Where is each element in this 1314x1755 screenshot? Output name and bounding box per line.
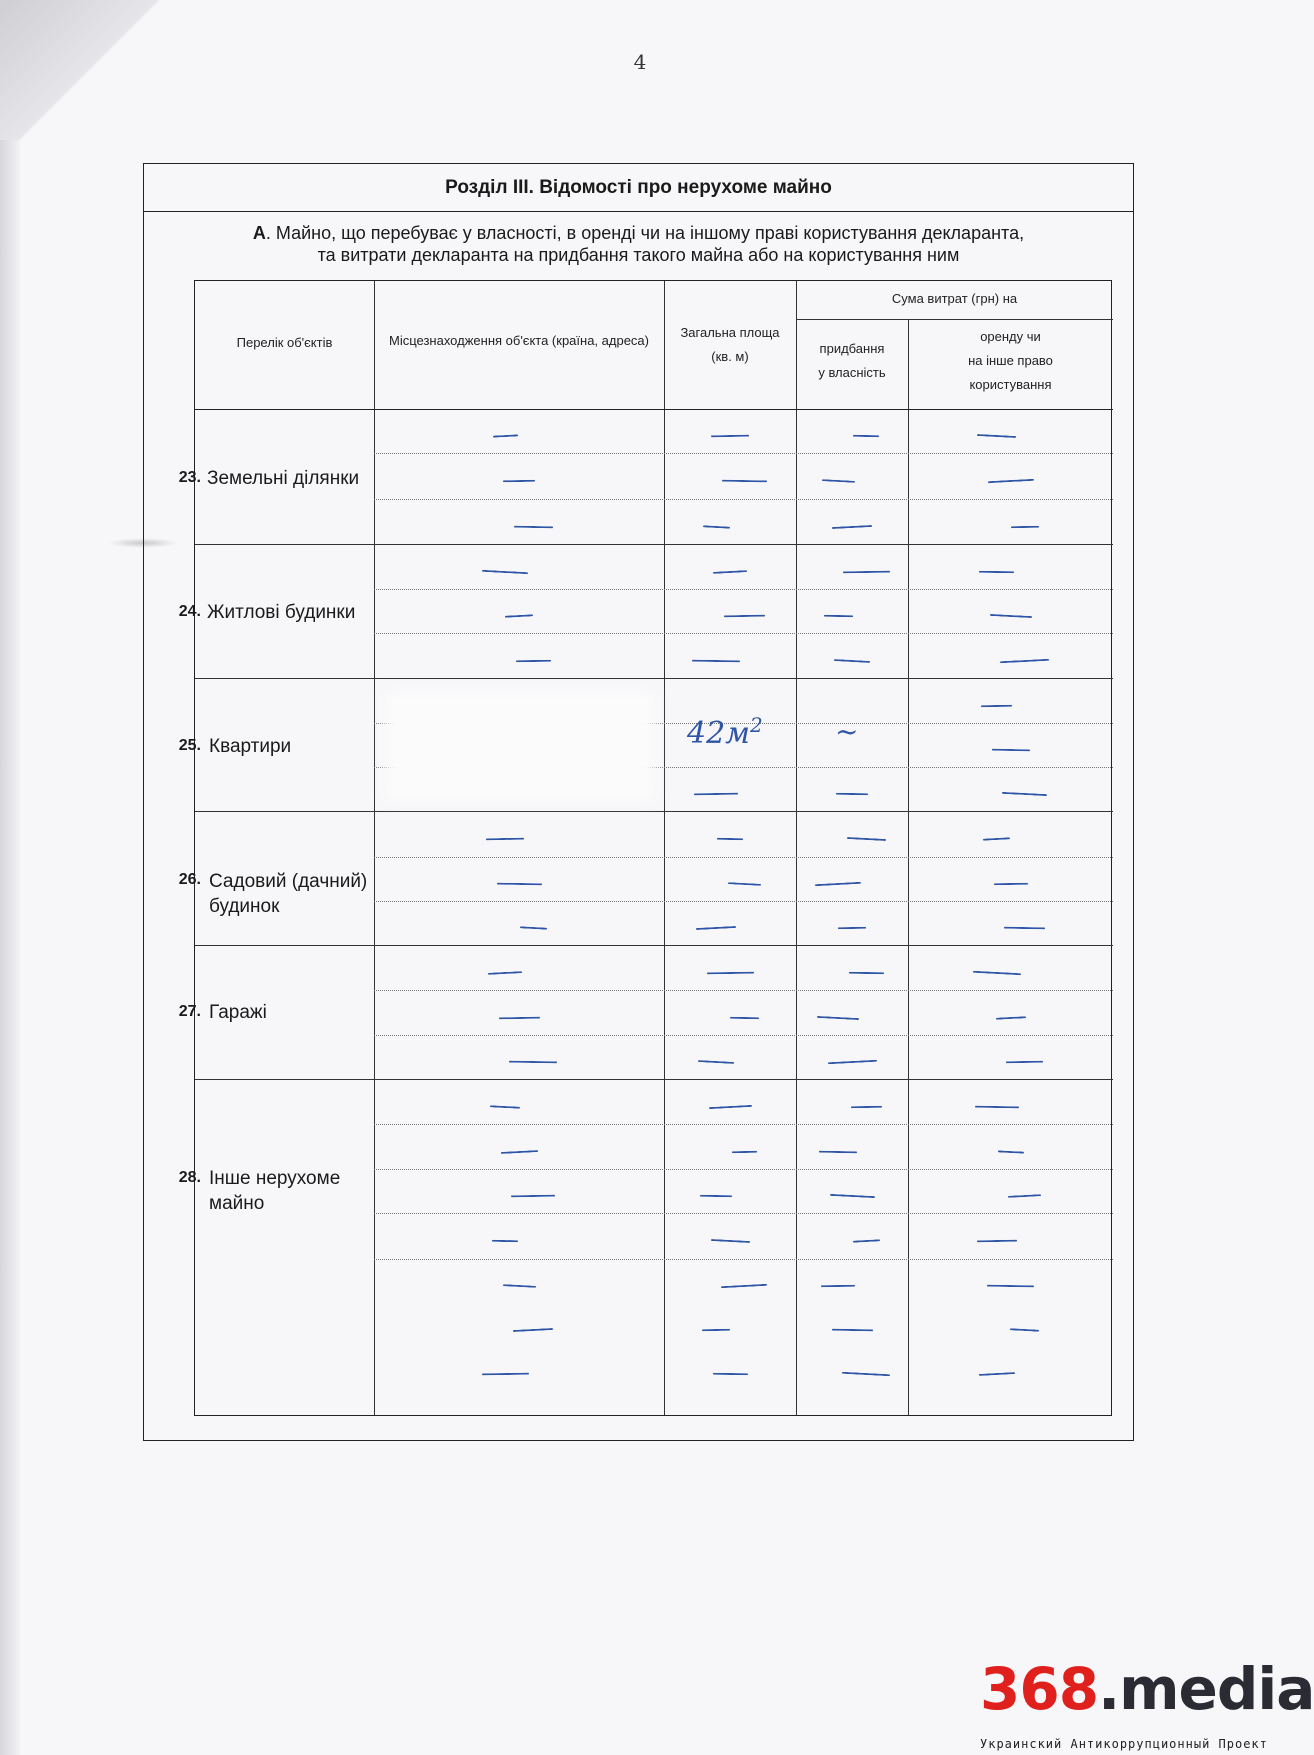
dash-mark xyxy=(696,926,736,930)
header-purchase-line1: придбання xyxy=(819,341,885,356)
dash-mark xyxy=(1006,1061,1043,1064)
dash-mark xyxy=(717,838,743,840)
folded-corner xyxy=(0,0,210,140)
row-separator xyxy=(374,589,1113,590)
dash-mark xyxy=(492,1240,518,1242)
subsection-letter: А xyxy=(252,223,266,243)
header-location: Місцезнаходження об'єкта (країна, адреса) xyxy=(389,333,649,348)
dash-mark xyxy=(997,1150,1023,1153)
dash-mark xyxy=(490,1105,520,1109)
row-separator xyxy=(374,633,1113,634)
logo-subtitle: Украинский Антикоррупционный Проект xyxy=(980,1737,1268,1751)
dash-mark xyxy=(515,659,550,662)
dash-mark xyxy=(488,971,522,975)
dash-mark xyxy=(503,480,535,483)
header-objects: Перелік об'єктів xyxy=(236,335,333,350)
group-number-28: 28. xyxy=(178,1169,201,1186)
header-rent-line3: користування xyxy=(969,377,1052,392)
dash-mark xyxy=(496,883,541,886)
logo-368-media xyxy=(980,1655,1314,1723)
row-separator xyxy=(374,1213,1113,1214)
dash-mark xyxy=(511,1195,555,1198)
header-rent-line1: оренду чи xyxy=(980,329,1041,344)
dash-mark xyxy=(700,1195,732,1198)
group-number-26: 26. xyxy=(178,871,201,888)
dash-mark xyxy=(987,479,1033,483)
dash-mark xyxy=(846,837,885,841)
dash-mark xyxy=(821,479,854,483)
dash-mark xyxy=(983,837,1010,840)
dash-mark xyxy=(838,927,866,929)
dash-mark xyxy=(710,1239,749,1243)
col-divider xyxy=(664,281,665,1415)
dash-mark xyxy=(1004,927,1045,930)
dash-mark xyxy=(981,704,1012,707)
row-separator xyxy=(374,1035,1113,1036)
row-separator xyxy=(374,990,1113,991)
dash-mark xyxy=(721,480,766,483)
group-number-27: 27. xyxy=(178,1003,201,1020)
dash-mark xyxy=(702,1329,730,1331)
header-area-line1: Загальна площа xyxy=(680,325,780,340)
dash-mark xyxy=(848,971,883,974)
dash-mark xyxy=(729,1016,758,1019)
row-separator xyxy=(374,499,1113,500)
dash-mark xyxy=(711,435,749,438)
dash-mark xyxy=(852,1239,879,1242)
dash-mark xyxy=(692,659,740,662)
subsection-text-2: та витрати декларанта на придбання такого майна або на користування ним xyxy=(317,245,960,265)
dash-mark xyxy=(694,793,738,796)
dash-mark xyxy=(482,569,528,573)
dash-mark xyxy=(972,970,1020,975)
redacted-address xyxy=(385,691,655,801)
dash-mark xyxy=(987,1285,1034,1288)
subsection-heading xyxy=(144,222,1133,266)
dash-mark xyxy=(1002,792,1047,796)
section-frame xyxy=(143,163,1134,1441)
group-label-garages: Гаражі xyxy=(209,1002,267,1023)
row-separator xyxy=(374,1259,1113,1260)
group-separator xyxy=(195,544,1113,545)
dash-mark xyxy=(974,1105,1018,1108)
dash-mark xyxy=(727,882,760,886)
dash-mark xyxy=(1010,525,1038,527)
dash-mark xyxy=(698,1060,734,1064)
apartment-area-value xyxy=(687,713,763,751)
dash-mark xyxy=(712,1373,747,1376)
apartment-area-text: 42м xyxy=(687,716,751,751)
dash-mark xyxy=(821,1285,855,1288)
dash-mark xyxy=(502,1284,535,1288)
dash-mark xyxy=(979,570,1014,573)
dash-mark xyxy=(498,1016,539,1019)
dash-mark xyxy=(831,1329,872,1332)
dash-mark xyxy=(505,614,533,617)
header-divider xyxy=(796,319,1113,320)
header-rent xyxy=(908,325,1113,397)
group-label-houses: Житлові будинки xyxy=(207,602,356,623)
section-title: Розділ ІІІ. Відомості про нерухоме майно xyxy=(144,164,1133,212)
group-label-cottage: Садовий (дачний) будинок xyxy=(209,871,368,917)
dash-mark xyxy=(995,1016,1025,1020)
dash-mark xyxy=(481,1373,528,1376)
dash-mark xyxy=(842,1372,890,1377)
group-separator xyxy=(195,678,1113,679)
dash-mark xyxy=(721,1284,767,1288)
dash-mark xyxy=(1010,1328,1039,1332)
row-separator xyxy=(374,1124,1113,1125)
dash-mark xyxy=(731,1150,756,1152)
dash-mark xyxy=(708,1104,751,1108)
row-separator xyxy=(374,901,1113,902)
dash-mark xyxy=(519,926,546,929)
dash-mark xyxy=(500,1150,537,1154)
dash-mark xyxy=(823,615,852,618)
dash-mark xyxy=(832,524,872,528)
group-separator xyxy=(195,945,1113,946)
col-divider xyxy=(374,281,375,1415)
dash-mark xyxy=(1008,1194,1041,1198)
header-expenses: Сума витрат (грн) на xyxy=(891,291,1018,306)
group-label-land: Земельні ділянки xyxy=(207,468,360,489)
dash-mark xyxy=(723,615,764,618)
dash-mark xyxy=(850,1105,881,1108)
dash-mark xyxy=(836,793,868,796)
dash-mark xyxy=(509,1061,557,1064)
dash-mark xyxy=(853,435,879,437)
dash-mark xyxy=(513,525,552,528)
dash-mark xyxy=(492,434,517,437)
subsection-line-1 xyxy=(144,222,1133,244)
row-separator xyxy=(374,857,1113,858)
header-purchase xyxy=(796,337,908,385)
dash-mark xyxy=(817,1015,859,1019)
dash-mark xyxy=(827,1060,876,1065)
dash-mark xyxy=(819,1150,857,1153)
header-rent-line2: на інше право xyxy=(968,353,1053,368)
group-number-25: 25. xyxy=(178,737,201,754)
col-divider xyxy=(908,319,909,1415)
group-separator xyxy=(195,1079,1113,1080)
logo-part-2: .media xyxy=(1098,1655,1314,1723)
property-table xyxy=(178,280,1112,1416)
page-number: 4 xyxy=(633,50,647,74)
apartment-purchase-value: ~ xyxy=(835,715,859,748)
row-separator xyxy=(374,453,1113,454)
dash-mark xyxy=(486,838,524,841)
apartment-area-sup: 2 xyxy=(750,713,763,737)
header-area-line2: (кв. м) xyxy=(711,349,749,364)
col-divider xyxy=(796,281,797,1415)
dash-mark xyxy=(993,883,1027,886)
subsection-text-1: . Майно, що перебуває у власності, в оренді чи на іншому праві користування декларанта, xyxy=(265,223,1025,243)
group-label-other: Інше нерухоме майно xyxy=(209,1168,341,1214)
dash-mark xyxy=(989,614,1031,618)
dash-mark xyxy=(977,434,1016,438)
dash-mark xyxy=(834,659,870,663)
header-area xyxy=(664,321,796,369)
dash-mark xyxy=(978,1372,1014,1376)
dash-mark xyxy=(706,971,753,974)
group-number-24: 24. xyxy=(178,603,201,620)
header-purchase-line2: у власність xyxy=(818,365,886,380)
dash-mark xyxy=(1000,658,1049,663)
dash-mark xyxy=(713,570,747,574)
group-separator xyxy=(195,811,1113,812)
row-separator xyxy=(374,1169,1113,1170)
group-label-apartments: Квартири xyxy=(209,736,292,757)
dash-mark xyxy=(702,525,729,528)
scan-edge xyxy=(0,0,20,1755)
logo-part-1: 368 xyxy=(980,1655,1099,1723)
dash-mark xyxy=(829,1194,874,1198)
header-bottom xyxy=(195,409,1113,410)
dash-mark xyxy=(976,1240,1016,1243)
dash-mark xyxy=(991,749,1029,752)
dash-mark xyxy=(815,882,861,886)
group-number-23: 23. xyxy=(178,469,201,486)
dash-mark xyxy=(513,1328,553,1332)
dash-mark xyxy=(842,570,889,573)
